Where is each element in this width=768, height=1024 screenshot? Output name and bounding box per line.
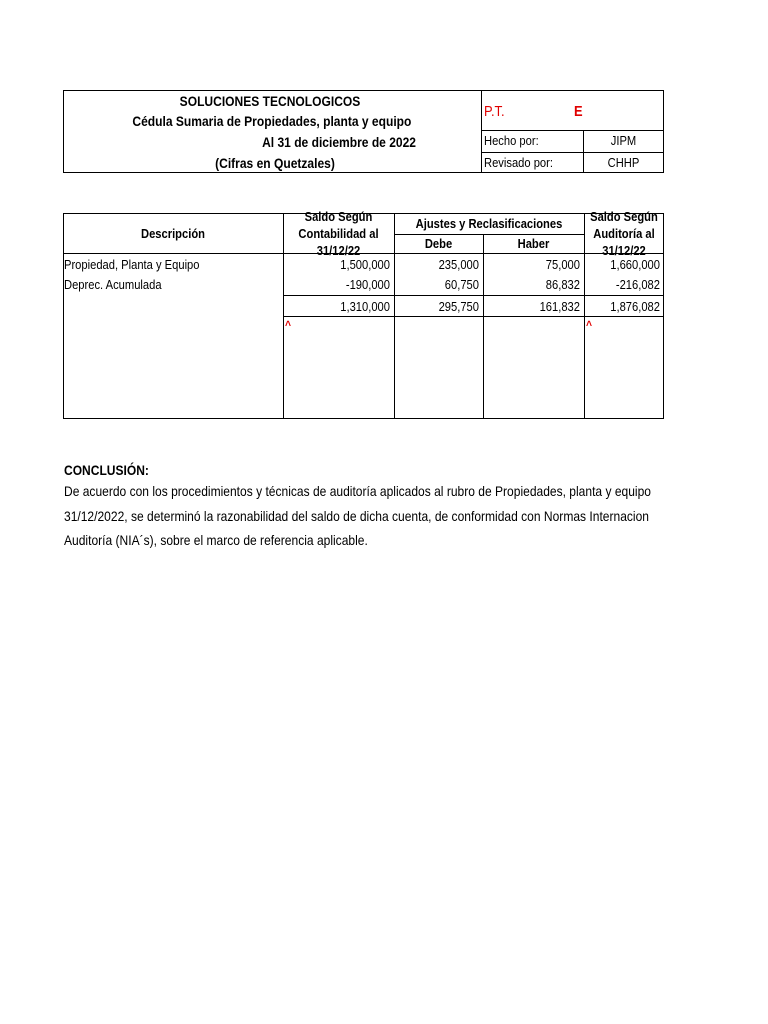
row1-description: Propiedad, Planta y Equipo [64, 257, 200, 272]
total-audit: 1,876,082 [610, 299, 660, 314]
totals-bottom-rule [283, 316, 664, 317]
conclusion-line-2: 31/12/2022, se determinó la razonabilidad del saldo de dicha cuenta, de conformidad con Normas Internacion [64, 508, 649, 524]
conclusion-line-1: De acuerdo con los procedimientos y técnicas de auditoría aplicados al rubro de Propiedades, planta y equipo [64, 483, 651, 499]
col-divider-2 [394, 213, 395, 419]
currency-note: (Cifras en Quetzales) [215, 155, 335, 171]
col-book-balance-line3: 31/12/22 [316, 243, 361, 258]
pt-code: E [574, 103, 583, 120]
row1-debit: 235,000 [438, 257, 479, 272]
total-book: 1,310,000 [340, 299, 390, 314]
schedule-title: Cédula Sumaria de Propiedades, planta y equipo [132, 113, 412, 129]
tick-mark-audit: ^ [586, 318, 593, 332]
row2-description: Deprec. Acumulada [64, 277, 162, 292]
row2-book: -190,000 [345, 277, 390, 292]
reviewed-by-value: CHHP [607, 155, 640, 170]
col-book-balance-line1: Saldo Según [304, 209, 373, 224]
row2-credit: 86,832 [545, 277, 580, 292]
schedule-date: Al 31 de diciembre de 2022 [262, 134, 416, 150]
reviewed-by-label: Revisado por: [484, 155, 553, 170]
col-adjustments-header: Ajustes y Reclasificaciones [415, 216, 563, 231]
made-by-label: Hecho por: [484, 133, 539, 148]
col-debit-header: Debe [424, 236, 453, 251]
row2-audit: -216,082 [615, 277, 660, 292]
header-divider [481, 90, 482, 173]
conclusion-line-3: Auditoría (NIA´s), sobre el marco de referencia aplicable. [64, 532, 368, 548]
col-divider-3 [483, 234, 484, 419]
adjustments-sub-rule [394, 234, 584, 235]
header-rule-2 [481, 152, 664, 153]
col-book-balance-line2: Contabilidad al [298, 226, 379, 241]
row2-debit: 60,750 [444, 277, 479, 292]
row1-book: 1,500,000 [340, 257, 390, 272]
col-divider-4 [584, 213, 585, 419]
col-audit-balance-line3: 31/12/22 [602, 243, 646, 258]
total-debit: 295,750 [438, 299, 479, 314]
col-description-header: Descripción [140, 226, 205, 241]
col-divider-1 [283, 213, 284, 419]
col-audit-balance-line2: Auditoría al [593, 226, 655, 241]
totals-top-rule [283, 295, 664, 296]
tick-mark-book: ^ [285, 318, 292, 332]
col-audit-balance-line1: Saldo Según [590, 209, 658, 224]
header-rule-1 [481, 130, 664, 131]
pt-label: P.T. [484, 103, 505, 120]
total-credit: 161,832 [539, 299, 580, 314]
header-divider-2 [583, 130, 584, 173]
company-name: SOLUCIONES TECNOLOGICOS [179, 93, 361, 109]
row1-audit: 1,660,000 [610, 257, 660, 272]
row1-credit: 75,000 [545, 257, 580, 272]
col-credit-header: Haber [517, 236, 550, 251]
made-by-value: JIPM [610, 133, 637, 148]
conclusion-title: CONCLUSIÓN: [64, 462, 149, 478]
